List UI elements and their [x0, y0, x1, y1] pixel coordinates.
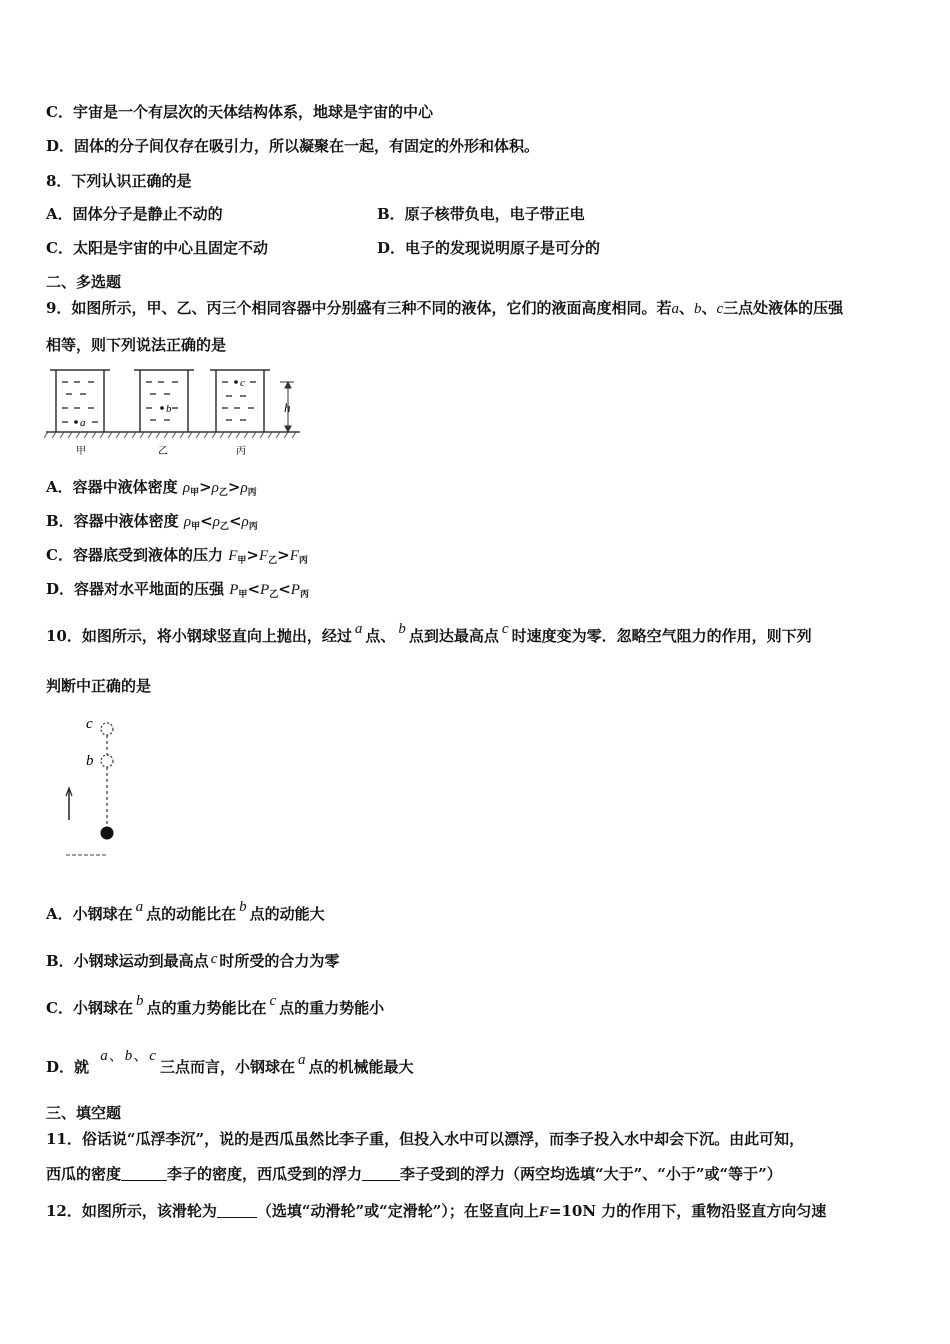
symbol: P [260, 582, 270, 598]
q9-option-d [46, 579, 309, 605]
point-b [160, 406, 164, 410]
label-b: b [86, 753, 94, 769]
operator: < [278, 580, 291, 598]
symbol: P [229, 582, 239, 598]
q8-option-a: A．固体分子是静止不动的 [46, 205, 223, 223]
operator: < [200, 512, 213, 530]
q9-option-c [46, 545, 308, 571]
q9-option-a [46, 477, 257, 503]
text: 时所受的合力为零 [219, 952, 340, 970]
ground-hatching [44, 432, 296, 438]
operator: < [228, 512, 242, 530]
subscript: 乙 [218, 488, 228, 498]
var: c [210, 951, 218, 967]
q10-option-c [46, 993, 385, 1019]
text: B．小钢球运动到最高点 [46, 952, 209, 970]
subscript: 丙 [299, 590, 309, 600]
var: b [124, 1048, 133, 1064]
sep: 、 [133, 1048, 149, 1064]
var: a [100, 1048, 108, 1064]
text: 点的动能大 [249, 905, 325, 923]
q9-stem-line2: 相等，则下列说法正确的是 [46, 336, 227, 354]
operator: > [246, 546, 259, 564]
subscript: 甲 [237, 556, 247, 566]
operator: < [247, 580, 261, 598]
text: 点的重力势能比在 [146, 999, 267, 1017]
steel-ball [101, 827, 114, 840]
symbol: ρ [212, 514, 220, 530]
q10-option-b [46, 951, 339, 972]
subscript: 丙 [298, 556, 308, 566]
q9-stem-text-end: 三点处液体的压强 [723, 299, 844, 317]
q9-var-b: b [693, 301, 702, 317]
var-F: F [538, 1204, 549, 1220]
q8-option-b: B．原子核带负电，电子带正电 [377, 205, 585, 223]
text: 西瓜的密度 [46, 1165, 122, 1183]
q9-var-a: a [671, 301, 679, 317]
section-heading-fill-blank: 三、填空题 [46, 1104, 122, 1122]
sep: 、 [108, 1048, 124, 1064]
subscript: 甲 [191, 522, 201, 532]
liquid-dashes-jia [62, 382, 98, 422]
var-b: b [398, 621, 406, 637]
text: 12．如图所示，该滑轮为 [46, 1202, 217, 1220]
answer-blank-pulley[interactable] [217, 1201, 257, 1218]
text: 点的动能比在 [146, 905, 237, 923]
caption-yi: 乙 [158, 446, 168, 457]
q9-stem-text: 9．如图所示，甲、乙、丙三个相同容器中分别盛有三种不同的液体，它们的液面高度相同。若 [46, 299, 672, 317]
section-heading-multiple-choice: 二、多选题 [46, 273, 122, 291]
symbol: ρ [240, 480, 248, 496]
q9-var-c: c [716, 301, 724, 317]
q10-option-d [46, 1048, 414, 1078]
symbol: P [290, 582, 300, 598]
point-a-label: a [80, 417, 86, 429]
var-c: c [501, 621, 509, 637]
q9-sep: 、 [701, 299, 717, 317]
text: C．小钢球在 [46, 999, 133, 1017]
symbol: ρ [241, 514, 249, 530]
symbol: F [228, 548, 238, 564]
var: c [149, 1048, 156, 1064]
symbol: ρ [211, 480, 219, 496]
q9-stem [46, 298, 843, 319]
var-a: a [354, 621, 363, 637]
operator: > [277, 546, 290, 564]
option-text: D．容器对水平地面的压强 [46, 580, 225, 598]
point-a [74, 420, 78, 424]
text: 点的机械能最大 [308, 1058, 414, 1076]
q11-line2 [46, 1164, 782, 1184]
q9-option-b [46, 511, 258, 537]
symbol: F [289, 548, 299, 564]
q11-line1: 11．俗话说“瓜浮李沉”，说的是西瓜虽然比李子重，但投入水中可以漂浮，而李子投入水中却会下沉。由此可知， [46, 1130, 805, 1148]
liquid-dashes-bing [222, 382, 256, 420]
q10-ball-figure [60, 712, 130, 860]
q8-option-d: D．电子的发现说明原子是可分的 [377, 239, 601, 257]
q8-stem: 8．下列认识正确的是 [46, 172, 192, 190]
q10-stem-line2: 判断中正确的是 [46, 677, 152, 695]
label-c: c [86, 716, 93, 732]
var: c [269, 993, 277, 1009]
var: b [135, 993, 144, 1009]
subscript: 乙 [269, 590, 279, 600]
text: 李子受到的浮力（两空均选填“大于”、“小于”或“等于”） [400, 1165, 782, 1183]
q7-option-c: C．宇宙是一个有层次的天体结构体系，地球是宇宙的中心 [46, 103, 433, 121]
text: 点、 [365, 627, 396, 645]
point-b-label: b [166, 403, 172, 415]
ball-position-c [101, 723, 113, 735]
caption-bing: 丙 [236, 446, 246, 457]
q10-stem [46, 621, 812, 647]
symbol: F [258, 548, 269, 564]
text: 10．如图所示，将小钢球竖直向上抛出，经过 [46, 627, 352, 645]
operator: > [199, 478, 212, 496]
text: 李子的密度，西瓜受到的浮力 [167, 1165, 363, 1183]
var: b [239, 899, 247, 915]
subscript: 甲 [190, 488, 200, 498]
symbol: ρ [183, 514, 192, 530]
container-yi [134, 370, 194, 432]
text: 点到达最高点 [408, 627, 499, 645]
subscript: 乙 [219, 522, 229, 532]
text: =10N 力的作用下，重物沿竖直方向匀速 [548, 1202, 827, 1220]
point-c-label: c [240, 377, 245, 389]
point-c [234, 380, 238, 384]
q12-stem [46, 1201, 826, 1222]
text: 点的重力势能小 [279, 999, 385, 1017]
q9-containers-figure [44, 368, 304, 460]
q10-option-a [46, 899, 325, 925]
q8-option-c: C．太阳是宇宙的中心且固定不动 [46, 239, 268, 257]
option-text: C．容器底受到液体的压力 [46, 546, 223, 564]
q9-sep: 、 [678, 299, 694, 317]
subscript: 丙 [248, 522, 258, 532]
text: A．小钢球在 [46, 905, 133, 923]
subscript: 丙 [247, 488, 257, 498]
text: 三点而言，小钢球在 [159, 1058, 295, 1076]
answer-blank-2[interactable] [362, 1164, 400, 1181]
text: D．就 [46, 1058, 90, 1076]
q7-option-d: D．固体的分子间仅存在吸引力，所以凝聚在一起，有固定的外形和体积。 [46, 137, 540, 155]
subscript: 甲 [238, 590, 248, 600]
option-text: A．容器中液体密度 [46, 478, 178, 496]
text: （选填“动滑轮”或“定滑轮”）；在竖直向上 [256, 1202, 539, 1220]
ball-position-b [101, 755, 113, 767]
var: a [297, 1052, 306, 1068]
liquid-dashes-yi [146, 382, 178, 420]
caption-jia: 甲 [76, 446, 86, 457]
symbol: ρ [182, 480, 191, 496]
var: a [135, 899, 144, 915]
height-label: h [284, 400, 291, 415]
option-text: B．容器中液体密度 [46, 512, 179, 530]
operator: > [227, 478, 241, 496]
subscript: 乙 [268, 556, 278, 566]
text: 时速度变为零．忽略空气阻力的作用，则下列 [511, 627, 812, 645]
answer-blank-1[interactable] [121, 1164, 167, 1181]
